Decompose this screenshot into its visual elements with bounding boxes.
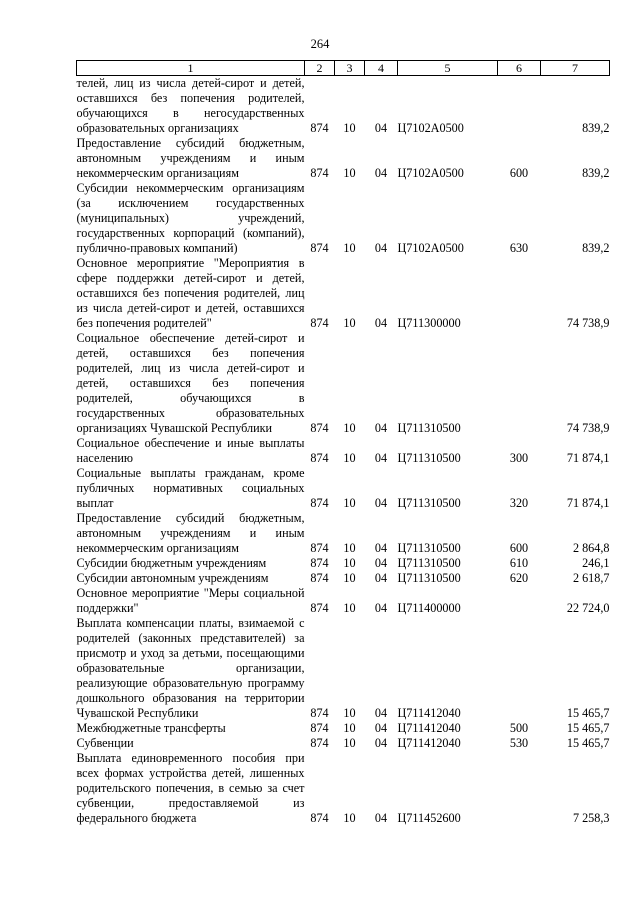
row-admin-code: 874: [310, 121, 329, 135]
row-admin-code: 874: [310, 556, 329, 570]
table-row: [77, 751, 610, 826]
row-admin-code: 874: [310, 421, 329, 435]
table-row: [77, 571, 610, 586]
row-description: Основное мероприятие "Меры социальной поддержки": [76, 586, 305, 615]
row-amount: 839,2: [582, 166, 610, 180]
table-row: [77, 136, 610, 181]
page-number: 264: [310, 37, 330, 51]
row-target-article: Ц711412040: [397, 721, 461, 735]
table-row: [77, 436, 610, 466]
row-section: 10: [343, 421, 356, 435]
row-amount: 839,2: [582, 121, 610, 135]
row-description: Субсидии некоммерческим организациям (за исключением государственных (муниципальных) учреждений, государственных корпораций (компаний), публично-правовых компаний): [76, 181, 305, 255]
row-description: телей, лиц из числа детей-сирот и детей, оставшихся без попечения родителей, обучающихся в негосударственных образовательных организациях: [76, 76, 305, 135]
row-description: Выплата единовременного пособия при всех формах устройства детей, лишенных родительского попечения, в семью за счет субвенции, предоставляемой из федерального бюджета: [76, 751, 305, 825]
budget-table: [76, 60, 610, 826]
row-description: Основное мероприятие "Мероприятия в сфере поддержки детей-сирот и детей, оставшихся без попечения родителей, лиц из числа детей-сирот и детей, оставшихся без попечения родителей": [76, 256, 305, 330]
row-description: Социальное обеспечение и иные выплаты населению: [76, 436, 305, 465]
row-target-article: Ц711310500: [397, 496, 461, 510]
row-description: Социальное обеспечение детей-сирот и детей, оставшихся без попечения родителей, лиц из числа детей-сирот и детей, оставшихся без попечения родителей, обучающихся в государственных образовательных организациях Чувашской Республики: [76, 331, 305, 435]
row-amount: 22 724,0: [566, 601, 610, 615]
row-target-article: Ц7102А0500: [397, 166, 464, 180]
row-section: 10: [343, 706, 356, 720]
row-expense-type: 630: [509, 241, 529, 255]
table-row: [77, 181, 610, 256]
row-amount: 71 874,1: [566, 451, 610, 465]
row-section: 10: [343, 721, 356, 735]
row-expense-type: 320: [509, 496, 529, 510]
table-row: [77, 256, 610, 331]
row-target-article: Ц711452600: [397, 811, 461, 825]
row-section: 10: [343, 496, 356, 510]
row-target-article: Ц711300000: [397, 316, 461, 330]
row-amount: 15 465,7: [566, 721, 610, 735]
row-description: Межбюджетные трансферты: [76, 721, 226, 735]
row-section: 10: [343, 736, 356, 750]
row-subsection: 04: [374, 601, 388, 615]
row-expense-type: 600: [509, 541, 529, 555]
table-row: [77, 556, 610, 571]
row-target-article: Ц711310500: [397, 421, 461, 435]
column-header-6: 6: [498, 61, 541, 76]
row-description: Выплата компенсации платы, взимаемой с родителей (законных представителей) за присмотр и уход за детьми, посещающими образовательные организации, реализующие образовательную программу дошкольного образования на территории Чувашской Республики: [76, 616, 305, 720]
row-subsection: 04: [374, 571, 388, 585]
column-header-3: 3: [335, 61, 365, 76]
row-admin-code: 874: [310, 811, 329, 825]
row-amount: 7 258,3: [572, 811, 610, 825]
row-expense-type: 610: [509, 556, 529, 570]
column-header-4: 4: [365, 61, 398, 76]
row-subsection: 04: [374, 736, 388, 750]
row-expense-type: 620: [509, 571, 529, 585]
column-header-1: 1: [77, 61, 305, 76]
row-description: Предоставление субсидий бюджетным, автономным учреждениям и иным некоммерческим организациям: [76, 136, 305, 180]
row-target-article: Ц7102А0500: [397, 241, 464, 255]
row-expense-type: [498, 331, 541, 436]
row-admin-code: 874: [310, 241, 329, 255]
row-admin-code: 874: [310, 601, 329, 615]
row-expense-type: 500: [509, 721, 529, 735]
row-subsection: 04: [374, 811, 388, 825]
row-expense-type: [498, 256, 541, 331]
row-target-article: Ц711310500: [397, 571, 461, 585]
row-section: 10: [343, 601, 356, 615]
row-section: 10: [343, 166, 356, 180]
row-description: Социальные выплаты гражданам, кроме публичных нормативных социальных выплат: [76, 466, 305, 510]
row-subsection: 04: [374, 241, 388, 255]
row-section: 10: [343, 451, 356, 465]
row-admin-code: 874: [310, 166, 329, 180]
table-row: [77, 586, 610, 616]
table-row: [77, 76, 610, 137]
row-target-article: Ц711412040: [397, 706, 461, 720]
row-subsection: 04: [374, 451, 388, 465]
row-amount: 15 465,7: [566, 736, 610, 750]
row-admin-code: 874: [310, 541, 329, 555]
row-section: 10: [343, 811, 356, 825]
row-amount: 15 465,7: [566, 706, 610, 720]
row-subsection: 04: [374, 496, 388, 510]
row-description: Предоставление субсидий бюджетным, автономным учреждениям и иным некоммерческим организациям: [76, 511, 305, 555]
row-target-article: Ц7102А0500: [397, 121, 464, 135]
row-amount: 246,1: [582, 556, 610, 570]
row-amount: 2 618,7: [572, 571, 610, 585]
table-row: [77, 616, 610, 721]
row-target-article: Ц711310500: [397, 556, 461, 570]
row-expense-type: [498, 586, 541, 616]
row-admin-code: 874: [310, 706, 329, 720]
row-expense-type: [498, 751, 541, 826]
row-expense-type: 300: [509, 451, 529, 465]
row-section: 10: [343, 541, 356, 555]
row-description: Субсидии бюджетным учреждениям: [76, 556, 267, 570]
column-header-2: 2: [305, 61, 335, 76]
row-target-article: Ц711412040: [397, 736, 461, 750]
row-description: Субсидии автономным учреждениям: [76, 571, 269, 585]
table-row: [77, 466, 610, 511]
row-section: 10: [343, 556, 356, 570]
row-subsection: 04: [374, 556, 388, 570]
row-expense-type: [498, 76, 541, 137]
row-admin-code: 874: [310, 451, 329, 465]
row-admin-code: 874: [310, 736, 329, 750]
row-description: Субвенции: [76, 736, 134, 750]
row-amount: 74 738,9: [566, 421, 610, 435]
row-subsection: 04: [374, 706, 388, 720]
row-expense-type: 530: [509, 736, 529, 750]
row-section: 10: [343, 121, 356, 135]
row-subsection: 04: [374, 316, 388, 330]
row-target-article: Ц711310500: [397, 451, 461, 465]
table-row: [77, 331, 610, 436]
row-expense-type: [498, 616, 541, 721]
table-row: [77, 511, 610, 556]
row-target-article: Ц711400000: [397, 601, 461, 615]
header-row: [77, 61, 610, 76]
row-admin-code: 874: [310, 316, 329, 330]
row-admin-code: 874: [310, 721, 329, 735]
row-amount: 74 738,9: [566, 316, 610, 330]
row-admin-code: 874: [310, 571, 329, 585]
row-admin-code: 874: [310, 496, 329, 510]
row-amount: 2 864,8: [572, 541, 610, 555]
column-header-7: 7: [541, 61, 610, 76]
row-section: 10: [343, 571, 356, 585]
row-subsection: 04: [374, 541, 388, 555]
row-section: 10: [343, 241, 356, 255]
row-subsection: 04: [374, 121, 388, 135]
table-row: [77, 736, 610, 751]
row-subsection: 04: [374, 721, 388, 735]
table-row: [77, 721, 610, 736]
row-amount: 71 874,1: [566, 496, 610, 510]
row-section: 10: [343, 316, 356, 330]
row-expense-type: 600: [509, 166, 529, 180]
row-subsection: 04: [374, 421, 388, 435]
row-target-article: Ц711310500: [397, 541, 461, 555]
row-subsection: 04: [374, 166, 388, 180]
row-amount: 839,2: [582, 241, 610, 255]
column-header-5: 5: [398, 61, 498, 76]
